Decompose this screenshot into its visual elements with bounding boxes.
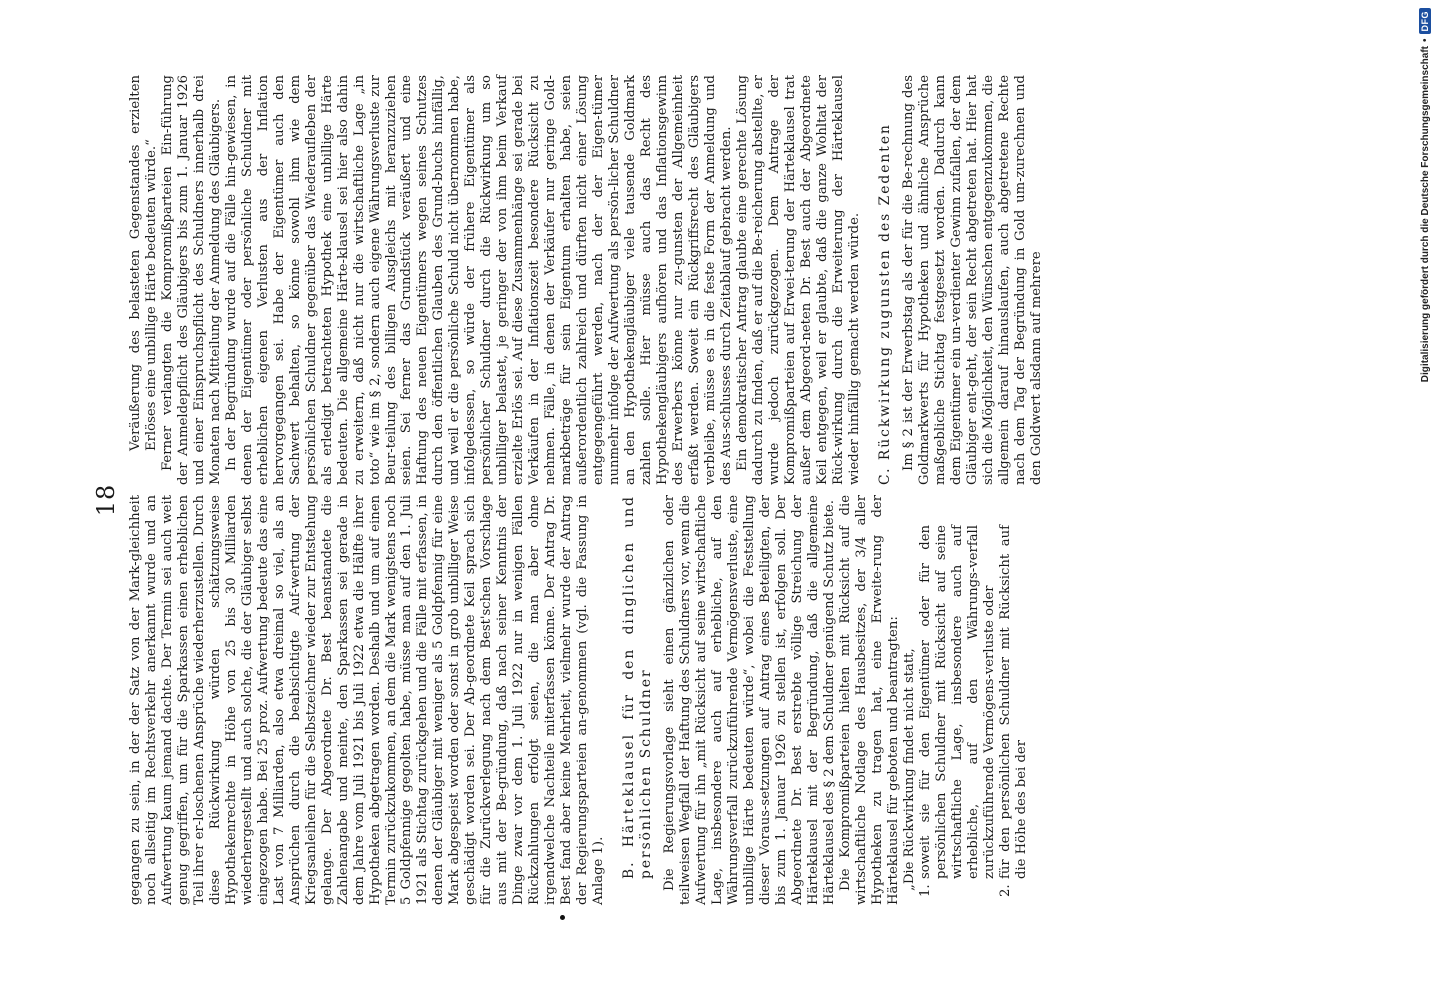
list-item xyxy=(918,495,998,905)
margin-mark xyxy=(560,915,565,920)
paragraph: Ferner verlangten die Kompromißparteien Ein-führung der Anmeldepflicht des Gläubigers bis zum 1. Januar 1926 und einer Einspruchspflicht des Schuldners innerhalb drei Monaten nach Mitteilung der Anmeldung des Gläubigers. xyxy=(159,75,223,485)
left-column xyxy=(128,495,1030,905)
caption-separator: • xyxy=(1419,38,1431,43)
funding-caption xyxy=(1416,0,1434,1000)
list-text: für den persönlichen Schuldner mit Rücksicht auf die Höhe des bei der xyxy=(997,525,1029,879)
right-column xyxy=(128,75,1045,485)
section-heading-c: C. Rückwirkung zugunsten des Zedenten xyxy=(876,123,893,485)
funding-caption-text: Digitalisierung gefördert durch die Deutsche Forschungsgemeinschaft xyxy=(1419,46,1431,383)
dfg-logo: DFG xyxy=(1419,8,1431,35)
page-number: 18 xyxy=(92,483,120,517)
list-item xyxy=(998,495,1030,905)
quote-continuation: Veräußerung des belasteten Gegenstandes erzielten Erlöses eine unbillige Härte bedeuten würde.“ xyxy=(128,75,159,451)
list-number: 2. xyxy=(997,884,1013,897)
paragraph: Die Kompromißparteien hielten mit Rücksicht auf die wirtschaftliche Notlage des Hausbesitzes, der 3/4 aller Hypotheken zu tragen hat, eine Erweite-rung der Härteklausel für geboten und beantragten: xyxy=(838,495,901,905)
section-heading-b: B. Härteklausel für den dinglichen und persönlichen Schuldner xyxy=(621,495,654,879)
paragraph: gegangen zu sein, in der der Satz von der Mark-gleichheit noch allseitig im Rechtsverkehr anerkannt wurde und an Aufwertung kaum jemand dachte. Der Termin sei auch weit genug gegriffen, um für die Sparkassen einen erheblichen Teil ihrer er-loschenen Ansprüche wiederherzustellen. Durch diese Rückwirkung würden schätzungsweise Hypothekenrechte in Höhe von 25 bis 30 Milliarden wiederhergestellt und auch solche, die der Gläubiger selbst eingezogen habe. Bei 25 proz. Aufwertung bedeute das eine Last von 7 Milliarden, also etwa dreimal so viel, als an Ansprüchen durch die beabsichtigte Auf-wertung der Kriegsanleihen für die Selbstzeichner wieder zur Entstehung gelange. Der Abgeordnete Dr. Best beanstandete die Zahlenangabe und meinte, den Sparkassen sei gerade in dem Jahre vom Juli 1921 bis Juli 1922 etwa die Hälfte ihrer Hypotheken abgetragen worden. Deshalb und um auf einen Termin zurückzukommen, an dem die Mark wenigstens noch 5 Goldpfennige gegolten habe, müsse man auf den 1. Juli 1921 als Stichtag zurückgehen und die Fälle mit erfassen, in denen der Gläubiger mit weniger als 5 Goldpfennig für eine Mark abgespeist worden oder sonst in grob unbilliger Weise geschädigt worden sei. Der Ab-geordnete Keil sprach sich für die Zurückverlegung nach dem Best'schen Vorschlage aus mit der Be-gründung, daß nach seiner Kenntnis der Dinge zwar vor dem 1. Juli 1922 nur in wenigen Fällen Rückzahlungen erfolgt seien, die man aber ohne irgendwelche Nachteile miterfassen könne. Der Antrag Dr. Best fand aber keine Mehrheit, vielmehr wurde der Antrag der Regierungsparteien an-genommen (vgl. die Fassung in Anlage 1). xyxy=(128,495,607,905)
paragraph: Die Regierungsvorlage sieht einen gänzlichen oder teilweisen Wegfall der Haftung des Schuldners vor, wenn die Aufwertung für ihn „mit Rücksicht auf seine wirtschaftliche Lage, insbesondere auch auf erhebliche, auf den Währungsverfall zurückzuführende Vermögensverluste, eine unbillige Härte bedeuten würde“, wobei die Feststellung dieser Voraus-setzungen auf Antrag eines Beteiligten, der bis zum 1. Januar 1926 zu stellen ist, erfolgen soll. Der Abgeordnete Dr. Best erstrebte völlige Streichung der Härteklausel mit der Begründung, daß die allgemeine Härteklausel des § 2 dem Schuldner genügend Schutz biete. xyxy=(662,495,838,905)
paragraph: Ein demokratischer Antrag glaubte eine gerechte Lösung dadurch zu finden, daß er auf die Be-reicherung abstellte, er wurde jedoch zurückgezogen. Dem Antrage der Kompromißparteien auf Erwei-terung der Härteklausel trat außer dem Abgeord-neten Dr. Best auch der Abgeordnete Keil entgegen, weil er glaubte, daß die ganze Wohltat der Rück-wirkung durch die Erweiterung der Härteklausel wieder hinfällig gemacht werden würde. xyxy=(734,75,862,485)
list-number: 1. xyxy=(917,884,933,897)
list-text: soweit sie für den Eigentümer oder für den persönlichen Schuldner mit Rücksicht auf seine wirtschaftliche Lage, insbesondere auch auf erhebliche, auf den Währungs-verfall zurückzuführende Vermögens-verluste oder xyxy=(917,525,997,879)
quote-intro: „Die Rückwirkung findet nicht statt, xyxy=(901,648,917,891)
paragraph: In der Begründung wurde auf die Fälle hin-gewiesen, in denen der Eigentümer oder persönliche Schuldner mit erheblichen eigenen Verlusten aus der Inflation hervorgegangen sei. Habe der Eigentümer auch den Sachwert behalten, so könne sowohl ihm wie dem persönlichen Schuldner gegenüber das Wiederaufleben der als erledigt betrachteten Hypothek eine unbillige Härte bedeuten. Die allgemeine Härte-klausel sei hier also dahin zu erweitern, daß nicht nur die wirtschaftliche Lage „in toto“ wie im § 2, sondern auch eigene Währungsverluste zur Beur-teilung des billigen Ausgleichs mit heranzuziehen seien. Sei ferner das Grundstück veräußert und eine Haftung des neuen Eigentümers wegen seines Schutzes durch den öffentlichen Glauben des Grund-buchs hinfällig, und weil er die persönliche Schuld nicht übernommen habe, infolgedessen, so würde der frühere Eigentümer als persönlicher Schuldner durch die Rückwirkung um so unbilliger belastet, je geringer der von ihm beim Verkauf erzielte Erlös sei. Auf diese Zusammenhänge sei gerade bei Verkäufen in der Inflationszeit besondere Rücksicht zu nehmen. Fälle, in denen der Verkäufer nur geringe Gold-markbeträge für sein Eigentum erhalten habe, seien außerordentlich zahlreich und dürften nicht einer Lösung entgegengeführt werden, nach der der Eigen-tümer nunmehr infolge der Aufwertung als persön-licher Schuldner an den Hypothekengläubiger viele tausende Goldmark zahlen solle. Hier müsse auch das Recht des Hypothekengläubigers aufhören und das Inflationsgewinn des Erwerbers könne nur zu-gunsten der Allgemeinheit erfaßt werden. Soweit ein Rückgriffsrecht des Gläubigers verbleibe, müsse es in die feste Form der Anmeldung und des Aus-schlusses durch Zeitablauf gebracht werden. xyxy=(223,75,734,485)
paragraph: Im § 2 ist der Erwerbstag als der für die Be-rechnung des Goldmarkwerts für Hypotheken und ähnliche Ansprüche maßgebliche Stichtag festgesetzt worden. Dadurch kann dem Eigentümer ein un-verdienter Gewinn zufallen, der dem Gläubiger ent-geht, der sein Recht abgetreten hat. Hier hat sich die Möglichkeit, den Wünschen entgegenzukommen, die allgemein darauf hinauslaufen, auch abgetretene Rechte nach dem Tag der Begründung in Gold um-zurechnen und den Goldwert alsdann auf mehrere xyxy=(901,75,1044,485)
